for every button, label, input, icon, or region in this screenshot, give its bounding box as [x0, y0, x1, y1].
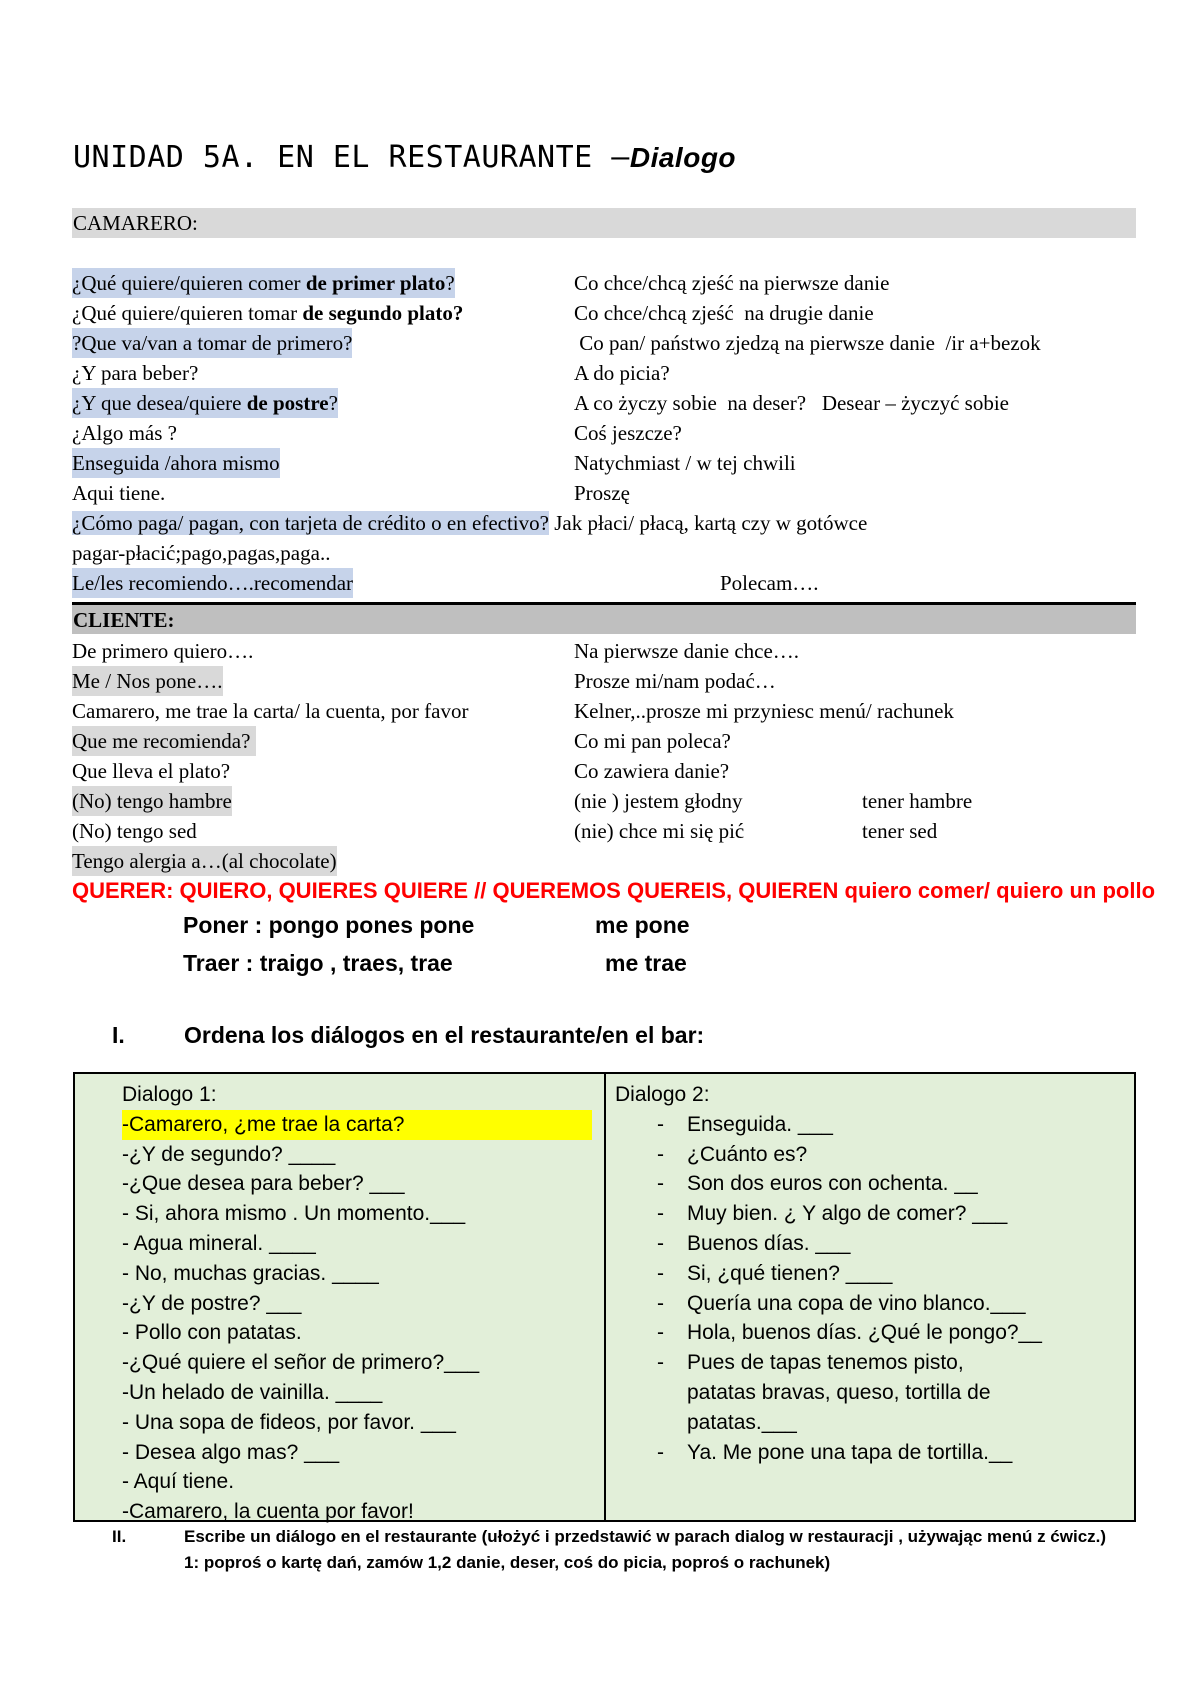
dialogo-2-line-text: Enseguida. ___	[687, 1112, 833, 1136]
dialogo-1-line: -Camarero, la cuenta por favor!	[122, 1500, 414, 1524]
payment-es: ¿Cómo paga/ pagan, con tarjeta de crédito o en efectivo?	[72, 511, 549, 535]
dialogo-2-line	[615, 1140, 1125, 1170]
camarero-row-pl: Co chce/chcą zjeść na drugie danie	[574, 301, 874, 325]
poner-form: me pone	[595, 912, 690, 938]
cliente-row-pl: (nie ) jestem głodny	[574, 789, 743, 813]
camarero-row	[72, 418, 1172, 448]
dialogo-1-line: - Si, ahora mismo . Un momento.___	[122, 1202, 466, 1226]
dialogo-2-line	[615, 1378, 1125, 1408]
es-text: ?Que va/van a tomar de primero?	[72, 331, 353, 355]
camarero-row-pl: Coś jeszcze?	[574, 421, 682, 445]
traer-form: me trae	[605, 950, 687, 976]
dialogo-2-line-text: patatas.___	[687, 1410, 797, 1434]
recomiendo-row	[72, 568, 1172, 598]
list-dash: -	[657, 1351, 664, 1375]
cliente-row	[72, 696, 1172, 726]
camarero-row-pl: Natychmiast / w tej chwili	[574, 451, 796, 475]
es-text: ¿Algo más ?	[72, 421, 177, 445]
dialogo-2-line-text: Si, ¿qué tienen? ____	[687, 1261, 893, 1285]
pagar-row	[72, 538, 1172, 568]
camarero-row-es	[72, 328, 352, 358]
dialogo-1-line: - Desea algo mas? ___	[122, 1440, 340, 1464]
cliente-row-infinitive: tener sed	[862, 819, 938, 843]
table-divider	[604, 1074, 606, 1520]
camarero-row-pl: A co życzy sobie na deser? Desear – życzyć sobie	[574, 391, 1009, 415]
dialogo-2-line	[615, 1318, 1125, 1348]
es-bold-text: de segundo plato?	[302, 301, 464, 325]
camarero-row-pl: A do picia?	[574, 361, 670, 385]
camarero-row	[72, 388, 1172, 418]
camarero-row-pl: Proszę	[574, 481, 630, 505]
cliente-row-es: (No) tengo hambre	[72, 786, 232, 816]
section-1-text: Ordena los diálogos en el restaurante/en el bar:	[184, 1022, 705, 1048]
dialogo-2-line	[615, 1199, 1125, 1229]
dialogo-2-line	[615, 1229, 1125, 1259]
cliente-row-pl: (nie) chce mi się pić	[574, 819, 745, 843]
recomiendo-es: Le/les recomiendo….recomendar	[72, 568, 353, 598]
dialogo-1-line: -¿Qué quiere el señor de primero?___	[122, 1351, 480, 1375]
dialogo-2-line-text: Hola, buenos días. ¿Qué le pongo?__	[687, 1321, 1042, 1345]
dialogo-1-highlighted-line: -Camarero, ¿me trae la carta?	[122, 1110, 592, 1140]
dialogo-2-line	[615, 1348, 1125, 1378]
es-text-end: ?	[328, 391, 338, 415]
dialogo-2-line	[615, 1408, 1125, 1438]
section-1-number: I.	[112, 1022, 125, 1048]
es-bold-text: de postre	[246, 391, 329, 415]
camarero-row	[72, 358, 1172, 388]
payment-row	[72, 508, 1172, 538]
section-2-line-1: Escribe un diálogo en el restaurante (ułożyć i przedstawić w parach dialog w restauracji , używając menú z ćwicz.)	[184, 1527, 1107, 1546]
dialogo-2-line-text: Pues de tapas tenemos pisto,	[687, 1351, 964, 1375]
camarero-header: CAMARERO:	[72, 208, 1136, 238]
section-2-line-2: 1: poproś o kartę dań, zamów 1,2 danie, deser, coś do picia, poproś o rachunek)	[184, 1553, 831, 1572]
dialogo-2-line	[615, 1110, 1125, 1140]
list-dash: -	[657, 1172, 664, 1196]
dialogo-1-line: - Una sopa de fideos, por favor. ___	[122, 1410, 456, 1434]
dialogo-2-line	[615, 1438, 1125, 1468]
section-2-number: II.	[112, 1527, 127, 1546]
title-main: UNIDAD 5A. EN EL RESTAURANTE –	[73, 140, 630, 175]
list-dash: -	[657, 1261, 664, 1285]
dialogo-1-line: -¿Y de postre? ___	[122, 1291, 302, 1315]
dialogo-2-line-text: Muy bien. ¿ Y algo de comer? ___	[687, 1202, 1008, 1226]
cliente-row	[72, 816, 1172, 846]
camarero-row-es	[72, 448, 280, 478]
dialogo-1-line: - Aquí tiene.	[122, 1470, 235, 1494]
cliente-row-pl: Prosze mi/nam podać…	[574, 669, 776, 693]
camarero-row	[72, 268, 1172, 298]
cliente-row-es: Que lleva el plato?	[72, 759, 231, 783]
list-dash: -	[657, 1231, 664, 1255]
poner-conjugation: Poner : pongo pones pone	[183, 912, 475, 938]
dialogo-1-line: - Pollo con patatas.	[122, 1321, 302, 1345]
recomiendo-pl: Polecam….	[720, 571, 819, 595]
dialogo-2-line-text: Quería una copa de vino blanco.___	[687, 1291, 1026, 1315]
dialogo-1-line: -Un helado de vainilla. ____	[122, 1380, 383, 1404]
cliente-row	[72, 666, 1172, 696]
title-italic: Dialogo	[629, 142, 737, 173]
dialogo-2-title: Dialogo 2:	[615, 1083, 710, 1106]
cliente-row-es: Tengo alergia a…(al chocolate)	[72, 846, 337, 876]
cliente-row-es: Que me recomienda?	[72, 726, 256, 756]
dialogo-1-title: Dialogo 1:	[122, 1083, 217, 1106]
cliente-row-pl: Kelner,..prosze mi przyniesc menú/ rachunek	[574, 699, 954, 723]
cliente-row-es: De primero quiero….	[72, 639, 254, 663]
cliente-row-es: Camarero, me trae la carta/ la cuenta, por favor	[72, 699, 469, 723]
dialogo-2-line	[615, 1259, 1125, 1289]
camarero-row-pl: Co pan/ państwo zjedzą na pierwsze danie /ir a+bezok	[574, 331, 1041, 355]
cliente-row	[72, 786, 1172, 816]
es-text: ¿Y para beber?	[72, 361, 199, 385]
querer-conjugation: QUERER: QUIERO, QUIERES QUIERE // QUEREMOS QUEREIS, QUIEREN quiero comer/ quiero un pollo	[72, 878, 1156, 903]
list-dash: -	[657, 1321, 664, 1345]
dialogo-2-line-text: Ya. Me pone una tapa de tortilla.__	[687, 1440, 1013, 1464]
cliente-row	[72, 846, 1172, 876]
dialogo-2-line	[615, 1289, 1125, 1319]
list-dash: -	[657, 1291, 664, 1315]
camarero-row-es	[72, 478, 165, 508]
cliente-row	[72, 636, 1172, 666]
dialogo-2-line-text: Buenos días. ___	[687, 1231, 851, 1255]
cliente-row-pl: Na pierwsze danie chce….	[574, 639, 800, 663]
cliente-row-es: (No) tengo sed	[72, 819, 197, 843]
es-text: Enseguida /ahora mismo	[72, 451, 280, 475]
es-text: ¿Qué quiere/quieren tomar	[72, 301, 303, 325]
es-text: ¿Y que desea/quiere	[72, 391, 247, 415]
dialogo-2-column	[615, 1080, 1125, 1467]
es-text: Aqui tiene.	[72, 481, 166, 505]
camarero-row-pl: Co chce/chcą zjeść na pierwsze danie	[574, 271, 890, 295]
camarero-row-es	[72, 358, 198, 388]
es-bold-text: de primer plato	[305, 271, 446, 295]
dialogo-2-line-text: Son dos euros con ochenta. __	[687, 1172, 978, 1196]
camarero-row	[72, 298, 1172, 328]
list-dash: -	[657, 1440, 664, 1464]
camarero-row-es	[72, 298, 463, 328]
dialogo-1-line: - Agua mineral. ____	[122, 1231, 316, 1255]
dialogo-2-line-text: patatas bravas, queso, tortilla de	[687, 1380, 991, 1404]
camarero-row-es	[72, 268, 455, 298]
list-dash: -	[657, 1112, 664, 1136]
dialogo-1-line: -¿Y de segundo? ____	[122, 1142, 336, 1166]
dialogo-1-line: -¿Que desea para beber? ___	[122, 1172, 405, 1196]
cliente-row-pl: Co mi pan poleca?	[574, 729, 731, 753]
dialog-table	[73, 1072, 1136, 1522]
dialogo-1-line: - No, muchas gracias. ____	[122, 1261, 379, 1285]
pagar-line: pagar-płacić;pago,pagas,paga..	[72, 541, 331, 565]
cliente-row-infinitive: tener hambre	[862, 789, 973, 813]
camarero-row	[72, 448, 1172, 478]
cliente-header: CLIENTE:	[72, 602, 1136, 634]
camarero-row	[72, 328, 1172, 358]
dialogo-2-line-text: ¿Cuánto es?	[687, 1142, 808, 1166]
cliente-row-pl: Co zawiera danie?	[574, 759, 730, 783]
dialogo-2-line	[615, 1169, 1125, 1199]
es-text-end: ?	[445, 271, 455, 295]
page-title	[73, 140, 736, 175]
cliente-row	[72, 756, 1172, 786]
camarero-row-es	[72, 388, 338, 418]
list-dash: -	[657, 1142, 664, 1166]
cliente-row-es: Me / Nos pone….	[72, 666, 223, 696]
camarero-row-es	[72, 418, 177, 448]
dialogo-1-column	[122, 1080, 597, 1527]
es-text: ¿Qué quiere/quieren comer	[72, 271, 306, 295]
traer-conjugation: Traer : traigo , traes, trae	[183, 950, 453, 976]
payment-pl: Jak płaci/ płacą, kartą czy w gotówce	[548, 511, 868, 535]
list-dash: -	[657, 1202, 664, 1226]
cliente-row	[72, 726, 1172, 756]
camarero-row	[72, 478, 1172, 508]
